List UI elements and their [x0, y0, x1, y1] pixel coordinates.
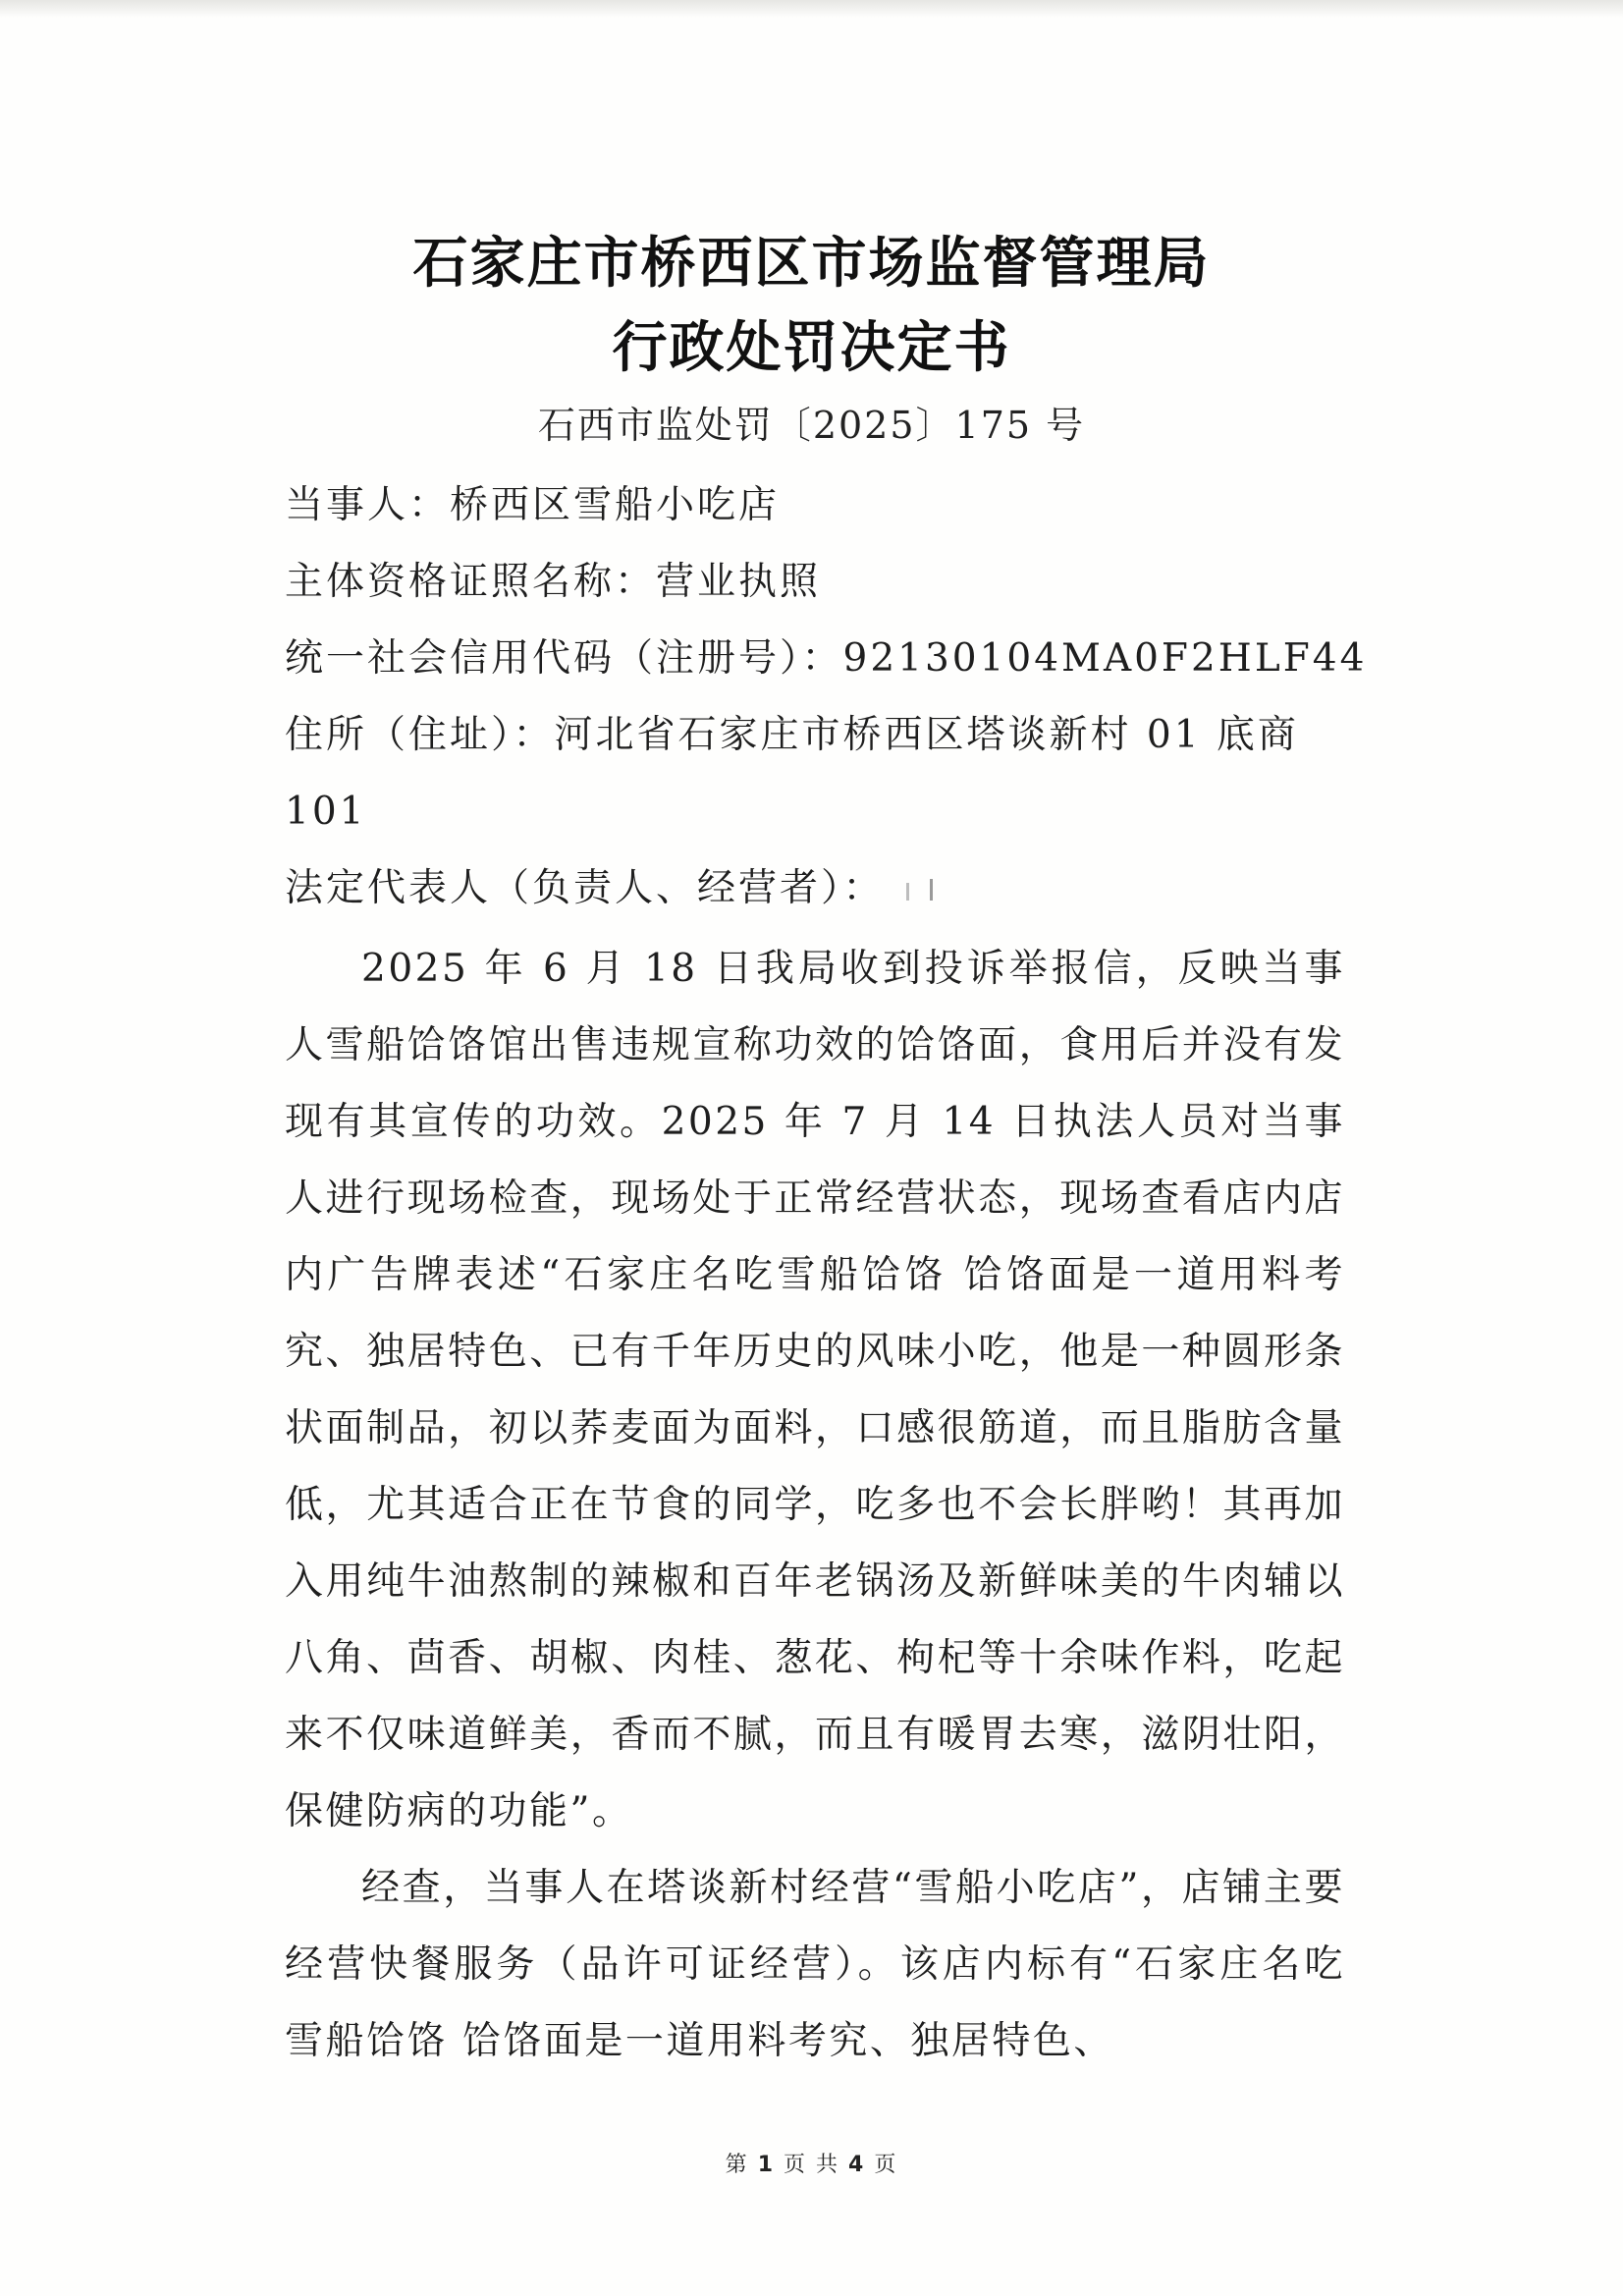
license-name-value: 营业执照	[656, 560, 822, 604]
footer-suffix: 页	[874, 2153, 898, 2177]
body-paragraph-2	[285, 1850, 1345, 2080]
address-label: 住所（住址）：	[285, 713, 555, 757]
party-label: 当事人：	[285, 483, 451, 527]
address-value: 河北省石家庄市桥西区塔谈新村 01 底商 101	[285, 713, 1299, 834]
license-name-label: 主体资格证照名称：	[285, 560, 657, 604]
document-title-type: 行政处罚决定书	[612, 315, 1011, 380]
party-field	[285, 467, 1345, 544]
footer-prefix: 第	[725, 2153, 749, 2177]
document-number: 石西市监处罚〔2025〕175 号	[537, 404, 1086, 447]
complaint-paragraph: 2025 年 6 月 18 日我局收到投诉举报信，反映当事人雪船饸饹馆出售违规宣称功效的饸饹面，食用后并没有发现有其宣传的功效。2025 年 7 月 14 日执法人员对当事人进行现场检查，现场处于正常经营状态，现场查看店内店内广告牌表述“石家庄名吃雪船饸饹 饸饹面是一道用料考究、独居特色、已有千年历史的风味小吃，他是一种圆形条状面制品，初以荞麦面为面料，口感很筋道，而且脂肪含量低，尤其适合正在节食的同学，吃多也不会长胖哟！其再加入用纯牛油熬制的辣椒和百年老锅汤及新鲜味美的牛肉辅以八角、茴香、胡椒、肉桂、葱花、枸杞等十余味作料，吃起来不仅味道鲜美，香而不腻，而且有暖胃去寒，滋阴壮阳，保健防病的功能”。	[285, 947, 1345, 1833]
page-footer	[0, 2151, 1623, 2180]
scan-edge-shadow	[0, 0, 1623, 18]
license-name-field	[285, 544, 1345, 621]
credit-code-field	[285, 621, 1368, 697]
footer-total-pages: 4	[848, 2153, 866, 2177]
body-paragraph-1	[285, 931, 1345, 1850]
address-field	[285, 697, 1345, 850]
legal-rep-field	[285, 850, 1345, 927]
credit-code-label: 统一社会信用代码（注册号）：	[285, 636, 843, 681]
party-value: 桥西区雪船小吃店	[450, 483, 781, 527]
redacted-name-mark	[885, 871, 953, 910]
investigation-paragraph: 经查，当事人在塔谈新村经营“雪船小吃店”，店铺主要经营快餐服务（品许可证经营）。该店内标有“石家庄名吃雪船饸饹 饸饹面是一道用料考究、独居特色、	[285, 1866, 1345, 2063]
footer-page-number: 1	[757, 2153, 775, 2177]
document-title-agency: 石家庄市桥西区市场监督管理局	[412, 231, 1211, 296]
credit-code-value: 92130104MA0F2HLF44	[842, 636, 1368, 681]
footer-middle: 页 共	[784, 2153, 839, 2177]
legal-rep-label: 法定代表人（负责人、经营者）：	[285, 866, 885, 910]
